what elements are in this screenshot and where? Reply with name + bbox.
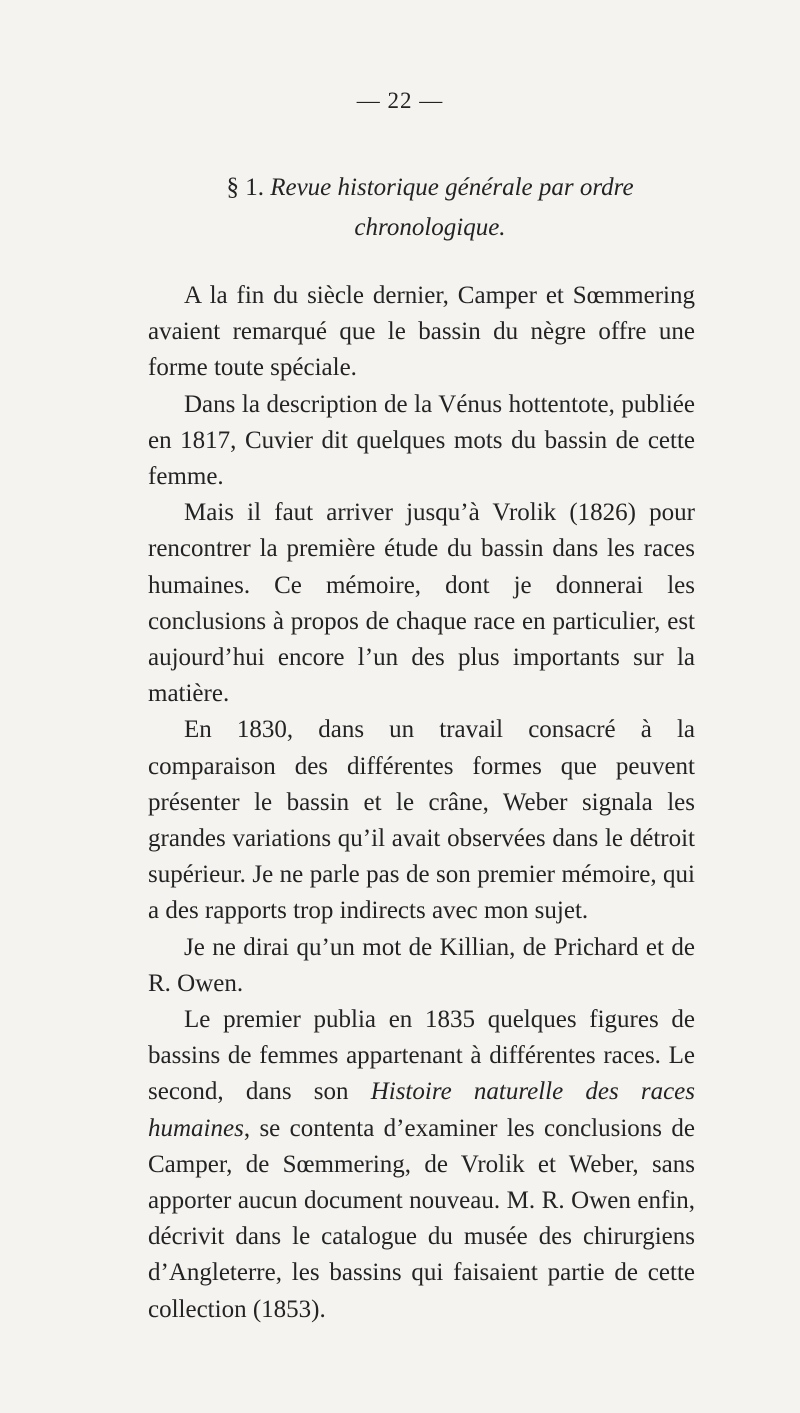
paragraph: Dans la description de la Vénus hottentote, publiée en 1817, Cuvier dit quelques mots du bassin de cette femme. <box>148 390 695 491</box>
body-text <box>148 278 695 1328</box>
paragraph <box>148 1002 695 1328</box>
section-heading <box>150 168 710 248</box>
paragraph: A la fin du siècle dernier, Camper et Sœmmering avaient remarqué que le bassin du nègre offre une forme toute spéciale. <box>148 282 695 382</box>
section-title: Revue historique générale par ordre chronologique. <box>270 174 634 241</box>
paragraph: Mais il faut arriver jusqu’à Vrolik (1826) pour rencontrer la première étude du bassin dans les races humaines. Ce mémoire, dont je donnerai les conclusions à propos de chaque race en particulier, est aujourd’hui encore l’un des plus importants sur la matière. <box>148 499 695 708</box>
paragraph-text: Le premier publia en 1835 quelques figures de bassins de femmes appartenant à différentes races. Le second, dans son <box>148 1006 695 1106</box>
paragraph-text: , se contenta d’examiner les conclusions de Camper, de Sœmmering, de Vrolik et Weber, sans apporter aucun document nouveau. M. R. Owen enfin, décrivit dans le catalogue du musée des chirurgiens d’Angleterre, les bassins qui faisaient partie de cette collection (1853). <box>148 1114 695 1323</box>
section-number: § 1. <box>226 174 264 201</box>
book-title: Histoire naturelle des races humaines <box>148 1078 695 1142</box>
page-number: — 22 — <box>356 88 444 113</box>
paragraph: Je ne dirai qu’un mot de Killian, de Prichard et de R. Owen. <box>148 933 695 997</box>
paragraph: En 1830, dans un travail consacré à la comparaison des différentes formes que peuvent présenter le bassin et le crâne, Weber signala les grandes variations qu’il avait observées dans le détroit supérieur. Je ne parle pas de son premier mémoire, qui a des rapports trop indirects avec mon sujet. <box>148 716 695 925</box>
